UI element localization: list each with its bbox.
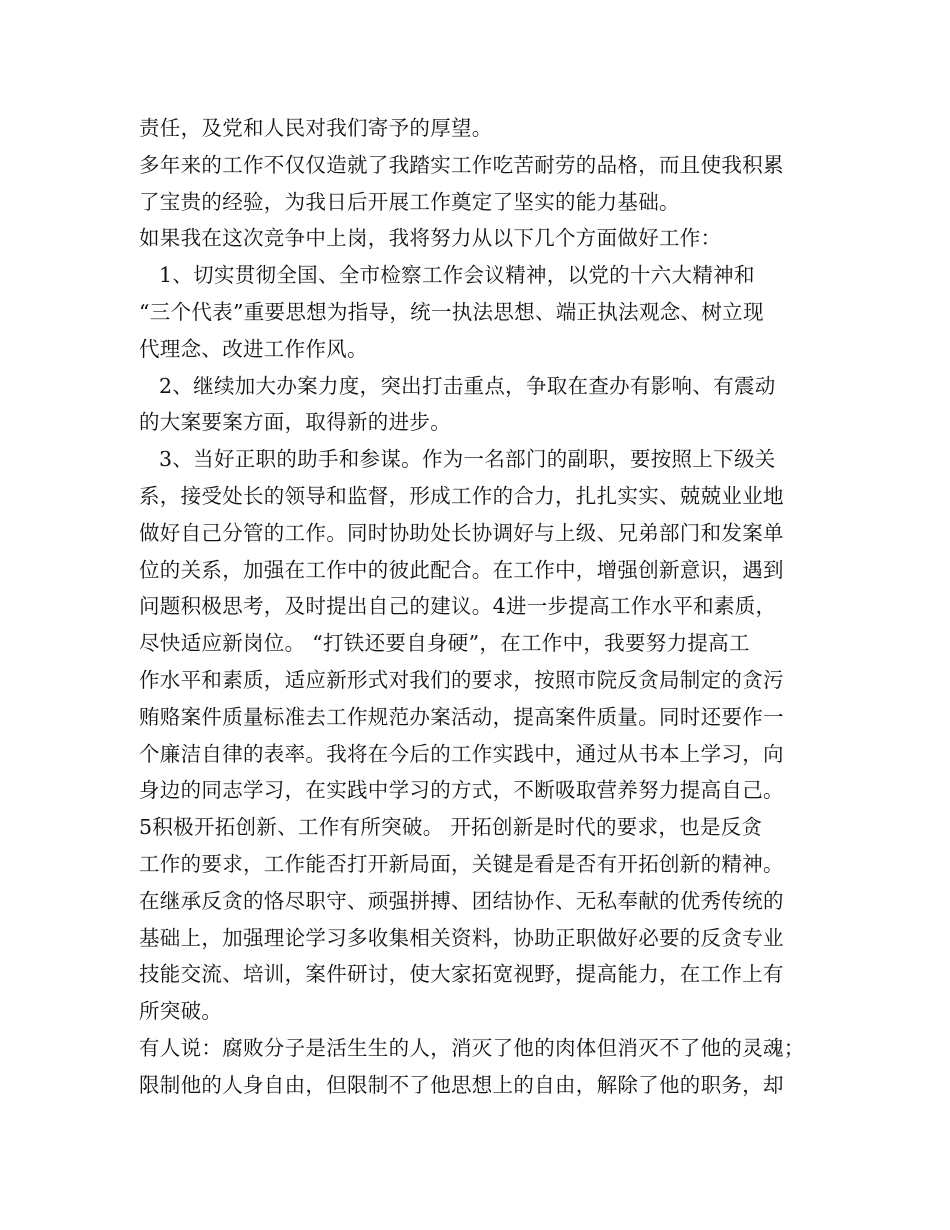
text-line: 在继承反贪的恪尽职守、顽强拼搏、团结协作、无私奉献的优秀传统的 — [139, 888, 784, 913]
text-line: 系，接受处长的领导和监督，形成工作的合力，扎扎实实、兢兢业业地 — [139, 483, 784, 508]
text-line: 基础上，加强理论学习多收集相关资料，协助正职做好必要的反贪专业 — [139, 925, 784, 950]
text-line: 身边的同志学习，在实践中学习的方式，不断吸取营养努力提高自己。 — [139, 778, 784, 803]
text-line: 做好自己分管的工作。同时协助处长协调好与上级、兄弟部门和发案单 — [139, 520, 784, 545]
text-line: 3、当好正职的助手和参谋。作为一名部门的副职，要按照上下级关 — [159, 447, 776, 472]
text-line: 技能交流、培训，案件研讨，使大家拓宽视野，提高能力，在工作上有 — [139, 962, 784, 987]
document-body — [139, 110, 819, 1104]
text-line: 问题积极思考，及时提出自己的建议。4进一步提高工作水平和素质， — [139, 594, 777, 619]
text-line: 尽快适应新岗位。 “打铁还要自身硬”，在工作中，我要努力提高工 — [139, 631, 750, 656]
text-line: 有人说：腐败分子是活生生的人，消灭了他的肉体但消灭不了他的灵魂； — [139, 1035, 805, 1060]
text-line: 了宝贵的经验，为我日后开展工作奠定了坚实的能力基础。 — [139, 189, 680, 214]
text-line: 限制他的人身自由，但限制不了他思想上的自由，解除了他的职务，却 — [139, 1072, 784, 1097]
text-line: 工作的要求，工作能否打开新局面，关键是看是否有开拓创新的精神。 — [139, 851, 784, 876]
text-line: 1、切实贯彻全国、全市检察工作会议精神，以党的十六大精神和 — [159, 263, 755, 288]
text-line: 如果我在这次竞争中上岗，我将努力从以下几个方面做好工作： — [139, 226, 722, 251]
text-line: 作水平和素质，适应新形式对我们的要求，按照市院反贪局制定的贪污 — [139, 667, 784, 692]
text-line: 2、继续加大办案力度，突出打击重点，争取在查办有影响、有震动 — [159, 373, 776, 398]
text-line: 代理念、改进工作作风。 — [139, 336, 368, 361]
text-line: 责任，及党和人民对我们寄予的厚望。 — [139, 116, 493, 140]
text-line: 多年来的工作不仅仅造就了我踏实工作吃苦耐劳的品格，而且使我积累 — [139, 152, 784, 177]
text-line: 个廉洁自律的表率。我将在今后的工作实践中，通过从书本上学习，向 — [139, 741, 784, 766]
text-line: 的大案要案方面，取得新的进步。 — [139, 410, 451, 435]
text-line: 位的关系，加强在工作中的彼此配合。在工作中，增强创新意识，遇到 — [139, 557, 784, 582]
text-line: “三个代表”重要思想为指导，统一执法思想、端正执法观念、树立现 — [139, 299, 764, 324]
text-line: 5积极开拓创新、工作有所突破。 开拓创新是时代的要求，也是反贪 — [139, 815, 763, 840]
text-line: 所突破。 — [139, 999, 223, 1024]
text-line: 贿赂案件质量标准去工作规范办案活动，提高案件质量。同时还要作一 — [139, 704, 784, 729]
